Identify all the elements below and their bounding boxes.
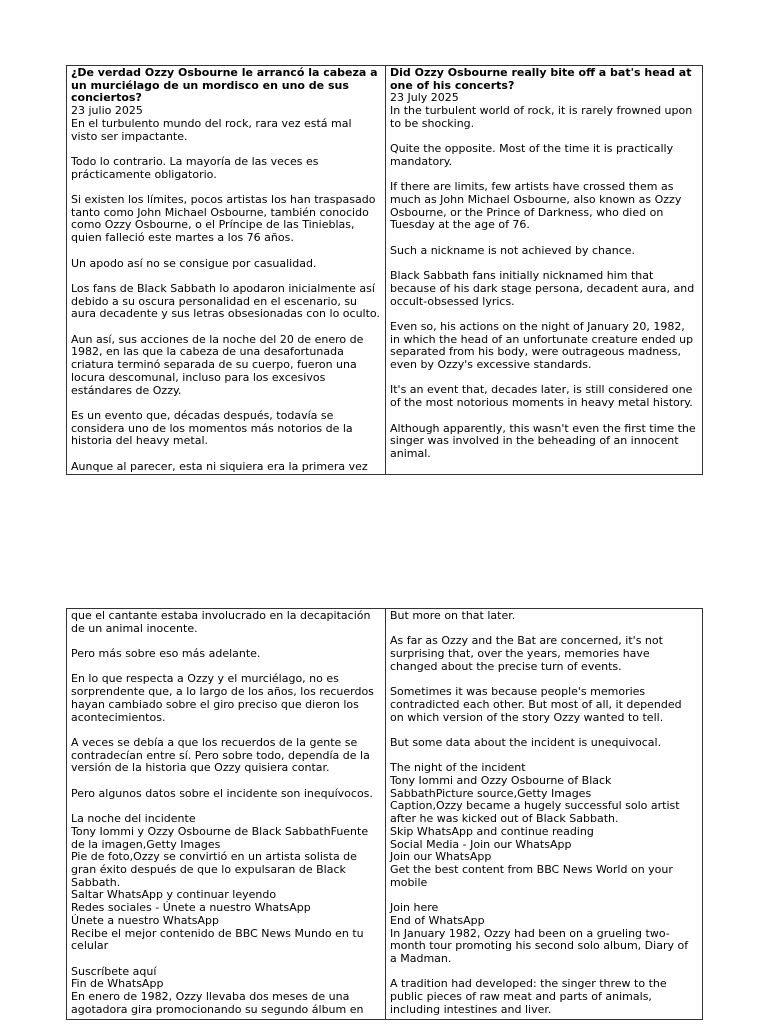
promo-line: Suscríbete aquí	[71, 964, 157, 978]
paragraph: A veces se debía a que los recuerdos de la gente se contradecían entre sí. Pero sobre todo, dependía de la versión de la historia que Ozzy quisiera contar.	[71, 735, 374, 775]
article-title-en: Did Ozzy Osbourne really bite off a bat's head at one of his concerts?	[390, 66, 692, 92]
skip-link-text: Skip WhatsApp and continue reading	[390, 824, 594, 838]
spanish-column	[67, 609, 385, 1019]
paragraph: Pero algunos datos sobre el incidente son inequívocos.	[71, 786, 373, 800]
promo-line: Social Media - Join our WhatsApp	[390, 837, 572, 851]
english-column	[385, 609, 702, 1019]
article-date-en: 23 July 2025	[390, 91, 459, 105]
paragraph: Although apparently, this wasn't even the first time the singer was involved in the beheading of an innocent animal.	[390, 421, 700, 460]
paragraph: Pero más sobre eso más adelante.	[71, 647, 261, 661]
paragraph: En enero de 1982, Ozzy llevaba dos meses de una agotadora gira promocionando su segundo álbum en	[71, 990, 364, 1016]
paragraph: En lo que respecta a Ozzy y el murciélago, no es sorprendente que, a lo largo de los años, los recuerdos hayan cambiado sobre el giro preciso que dieron los acontecimientos.	[71, 672, 378, 724]
paragraph: As far as Ozzy and the Bat are concerned, it's not surprising that, over the years, memories have changed about the precise turn of events.	[390, 634, 667, 673]
skip-link-text: Saltar WhatsApp y continuar leyendo	[71, 888, 277, 902]
translation-table-page-1	[66, 65, 703, 475]
paragraph: But some data about the incident is unequivocal.	[390, 735, 662, 749]
english-column	[385, 66, 702, 474]
image-caption: Pie de foto,Ozzy se convirtió en un artista solista de gran éxito después de que lo expulsaran de Black Sabbath.	[71, 850, 357, 889]
paragraph: Un apodo así no se consigue por casualidad.	[71, 256, 317, 270]
paragraph: A tradition had developed: the singer threw to the public pieces of raw meat and parts of animals, including intestines and liver.	[390, 977, 671, 1016]
article-date-es: 23 julio 2025	[71, 104, 143, 118]
image-credit: Tony Iommi and Ozzy Osbourne of Black SabbathPicture source,Getty Images	[390, 774, 612, 800]
image-credit: Tony Iommi y Ozzy Osbourne de Black SabbathFuente de la imagen,Getty Images	[71, 824, 369, 851]
paragraph: Aun así, sus acciones de la noche del 20 de enero de 1982, en las que la cabeza de una desafortunada criatura terminó separada de su cuerpo, fueron una locura descomunal, incluso para los excesivos estándares de Ozzy.	[71, 332, 367, 397]
promo-line: Join here	[390, 901, 439, 915]
paragraph: In the turbulent world of rock, it is rarely frowned upon to be shocking.	[390, 104, 696, 130]
promo-line: Recibe el mejor contenido de BBC News Mundo en tu celular	[71, 926, 368, 953]
paragraph: Todo lo contrario. La mayoría de las veces es prácticamente obligatorio.	[71, 154, 322, 181]
paragraph: que el cantante estaba involucrado en la decapitación de un animal inocente.	[71, 609, 374, 635]
promo-line: Join our WhatsApp	[390, 850, 492, 864]
promo-line: Fin de WhatsApp	[71, 977, 164, 991]
paragraph: But more on that later.	[390, 609, 516, 622]
paragraph: Es un evento que, décadas después, todavía se considera uno de los momentos más notorios de la historia del heavy metal.	[71, 408, 357, 448]
paragraph: It's an event that, decades later, is still considered one of the most notorious moments in heavy metal history.	[390, 383, 696, 410]
spanish-column	[67, 66, 385, 474]
section-heading: La noche del incidente	[71, 812, 196, 826]
paragraph: In January 1982, Ozzy had been on a grueling two-month tour promoting his second solo album, Diary of a Madman.	[390, 926, 692, 965]
paragraph: Si existen los límites, pocos artistas los han traspasado tanto como John Michael Osbourne, también conocido como Ozzy Osbourne, o el Príncipe de las Tinieblas, quien falleció este martes a los 76 años.	[71, 193, 379, 245]
promo-line: End of WhatsApp	[390, 913, 485, 927]
paragraph: Sometimes it was because people's memories contradicted each other. But most of all, it depended on which version of the story Ozzy wanted to tell.	[390, 685, 686, 724]
paragraph: If there are limits, few artists have crossed them as much as John Michael Osbourne, also known as Ozzy Osbourne, or the Prince of Darkness, who died on Tuesday at the age of 76.	[390, 180, 685, 232]
article-title-es: ¿De verdad Ozzy Osbourne le arrancó la cabeza a un murciélago de un mordisco en uno de sus conciertos?	[71, 66, 378, 105]
paragraph: Black Sabbath fans initially nicknamed him that because of his dark stage persona, decadent aura, and occult-obsessed lyrics.	[390, 269, 698, 308]
paragraph: Quite the opposite. Most of the time it is practically mandatory.	[390, 142, 677, 168]
image-caption: Caption,Ozzy became a hugely successful solo artist after he was kicked out of Black Sabbath.	[390, 799, 680, 826]
paragraph: En el turbulento mundo del rock, rara vez está mal visto ser impactante.	[71, 116, 356, 143]
section-heading: The night of the incident	[390, 761, 526, 775]
promo-line: Únete a nuestro WhatsApp	[71, 913, 219, 927]
paragraph: Such a nickname is not achieved by chance.	[390, 243, 636, 257]
promo-line: Redes sociales - Únete a nuestro WhatsApp	[71, 901, 311, 915]
translation-table-page-2	[66, 608, 703, 1020]
paragraph: Aunque al parecer, esta ni siquiera era la primera vez	[71, 459, 368, 473]
promo-line: Get the best content from BBC News World on your mobile	[390, 863, 677, 889]
paragraph: Even so, his actions on the night of January 20, 1982, in which the head of an unfortunate creature ended up separated from his body, were outrageous madness, even by Ozzy's excessive standards.	[390, 319, 697, 372]
paragraph: Los fans de Black Sabbath lo apodaron inicialmente así debido a su oscura personalidad en el escenario, su aura decadente y sus letras obsesionadas con lo oculto.	[71, 281, 380, 321]
